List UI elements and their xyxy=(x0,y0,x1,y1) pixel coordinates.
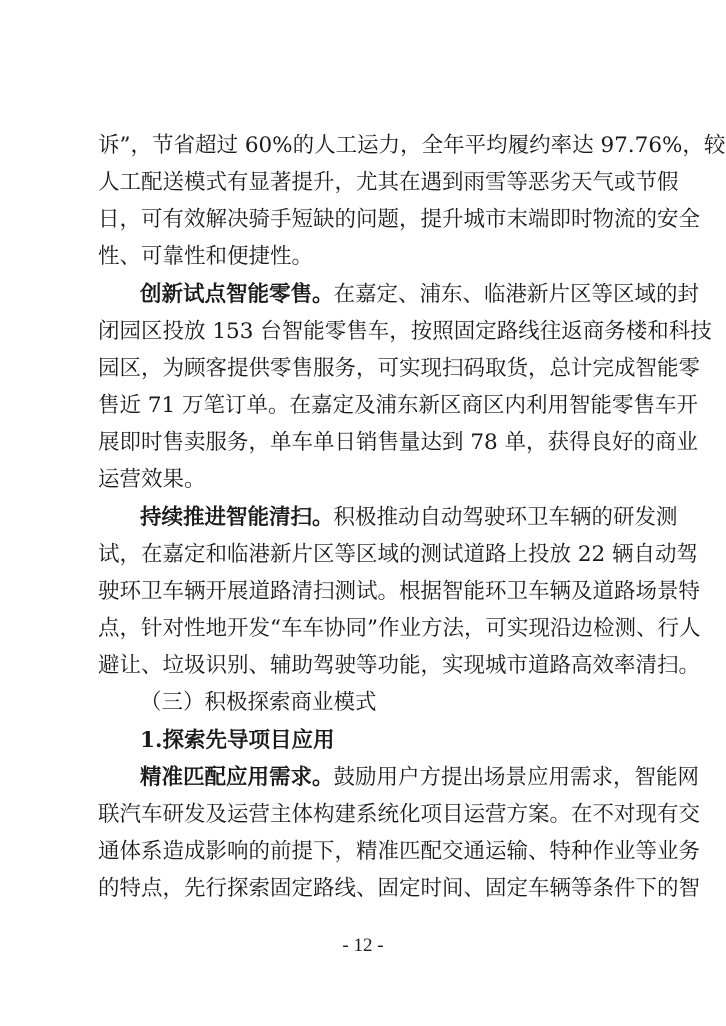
text-line: 售近 71 万笔订单。在嘉定及浦东新区商区内利用智能零售车开 xyxy=(98,393,699,418)
text-line: 联汽车研发及运营主体构建系统化项目运营方案。在不对现有交 xyxy=(98,802,701,827)
text-line: 驶环卫车辆开展道路清扫测试。根据智能环卫车辆及道路场景特 xyxy=(98,579,701,604)
text-line: 闭园区投放 153 台智能零售车，按照固定路线往返商务楼和科技 xyxy=(98,319,712,344)
text-line: 性、可靠性和便捷性。 xyxy=(98,244,314,269)
text-line: 日，可有效解决骑手短缺的问题，提升城市末端即时物流的安全 xyxy=(98,207,701,232)
text-line: 通体系造成影响的前提下，精准匹配交通运输、特种作业等业务 xyxy=(98,839,701,864)
text-line: 点，针对性地开发“车车协同”作业方法，可实现沿边检测、行人 xyxy=(98,616,701,641)
text-line: 运营效果。 xyxy=(98,467,206,492)
text-line: 展即时售卖服务，单车单日销售量达到 78 单，获得良好的商业 xyxy=(98,430,699,455)
text-line: 试，在嘉定和临港新片区等区域的测试道路上投放 22 辆自动驾 xyxy=(98,542,699,567)
paragraph-lead: 创新试点智能零售。 xyxy=(140,282,334,307)
section-heading: （三）积极探索商业模式 xyxy=(140,690,377,715)
text-line: 避让、垃圾识别、辅助驾驶等功能，实现城市道路高效率清扫。 xyxy=(98,653,701,678)
paragraph-first-line xyxy=(140,280,700,310)
text-line: 人工配送模式有显著提升，尤其在遇到雨雪等恶劣天气或节假 xyxy=(98,170,679,195)
paragraph-lead: 精准匹配应用需求。 xyxy=(140,765,334,790)
subheading: 1.探索先导项目应用 xyxy=(140,728,335,753)
paragraph-lead: 持续推进智能清扫。 xyxy=(140,505,334,530)
paragraph-text: 鼓励用户方提出场景应用需求，智能网 xyxy=(333,765,700,790)
page-number: - 12 - xyxy=(342,935,384,956)
text-line: 的特点，先行探索固定路线、固定时间、固定车辆等条件下的智 xyxy=(98,876,701,901)
paragraph-text: 在嘉定、浦东、临港新片区等区域的封 xyxy=(333,282,700,307)
text-line: 园区，为顾客提供零售服务，可实现扫码取货，总计完成智能零 xyxy=(98,356,701,381)
text-line: 诉”，节省超过 60%的人工运力，全年平均履约率达 97.76%，较 xyxy=(98,133,726,158)
paragraph-first-line xyxy=(140,503,678,533)
paragraph-first-line xyxy=(140,763,700,793)
paragraph-text: 积极推动自动驾驶环卫车辆的研发测 xyxy=(333,505,678,530)
